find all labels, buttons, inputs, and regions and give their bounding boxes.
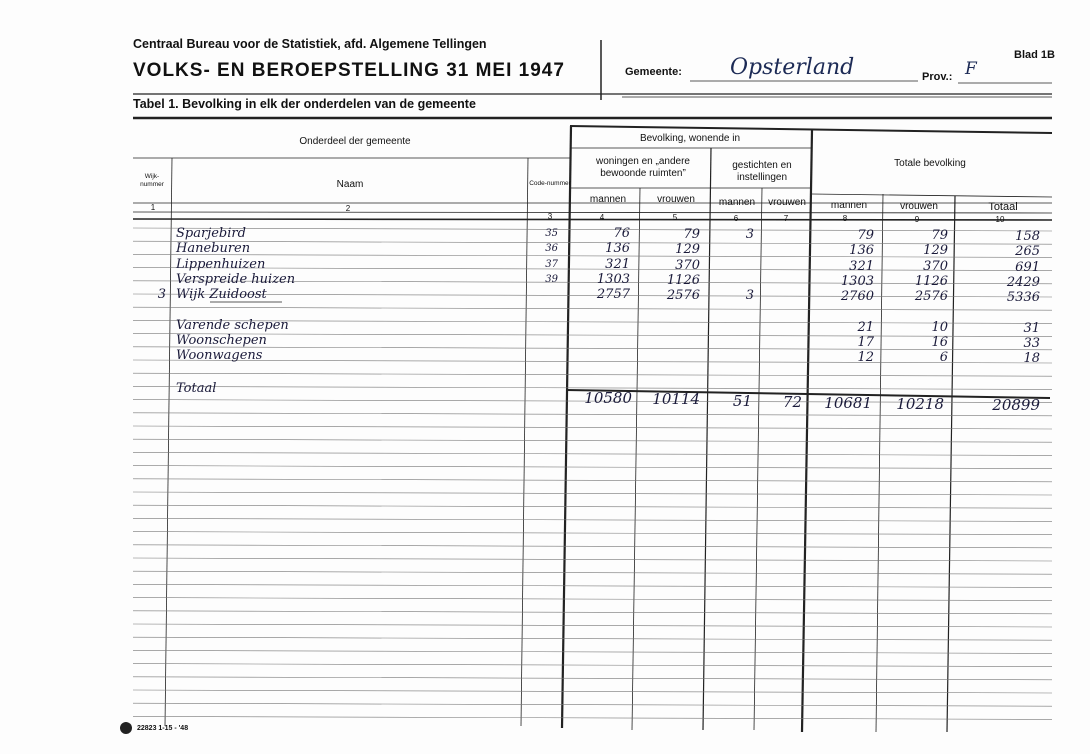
cell-t_t: 158 bbox=[1015, 229, 1040, 244]
code-header: Code-nummer bbox=[529, 180, 571, 187]
ruled-line bbox=[133, 307, 1052, 310]
woningen-header: woningen en „andere bewoonde ruimten” bbox=[596, 156, 690, 179]
ruled-line bbox=[133, 624, 1052, 627]
cell-t_v: 2576 bbox=[914, 289, 948, 305]
colnum-5: 5 bbox=[672, 213, 678, 222]
vrouwen-header-3: vrouwen bbox=[900, 201, 938, 212]
totaal-t-totaal: 20899 bbox=[992, 396, 1040, 414]
colnum-6: 6 bbox=[733, 214, 739, 223]
ruled-line bbox=[133, 637, 1052, 640]
cell-t_v: 1126 bbox=[914, 273, 948, 289]
bureau-name: Centraal Bureau voor de Statistiek, afd. Algemene Tellingen bbox=[133, 37, 487, 51]
cell-w_m: 321 bbox=[605, 256, 630, 272]
cell-w_v: 79 bbox=[683, 227, 700, 242]
ruled-line bbox=[133, 492, 1052, 495]
cell-t_t: 33 bbox=[1023, 336, 1040, 352]
cell-t_t: 691 bbox=[1015, 259, 1040, 275]
colnum-1: 1 bbox=[150, 203, 156, 212]
colnum-4: 4 bbox=[599, 213, 605, 222]
cell-code: 36 bbox=[545, 243, 558, 255]
prov-label: Prov.: bbox=[922, 71, 953, 83]
cell-naam: Woonschepen bbox=[176, 333, 267, 349]
vrouwen-header-1: vrouwen bbox=[657, 194, 695, 205]
totaal-t-mannen: 10681 bbox=[824, 394, 872, 412]
onderdeel-header: Onderdeel der gemeente bbox=[299, 136, 411, 147]
ruled-line bbox=[133, 452, 1052, 455]
cell-naam: Woonwagens bbox=[176, 348, 263, 364]
ruled-line bbox=[133, 690, 1052, 693]
colnum-7: 7 bbox=[783, 214, 789, 223]
cell-w_m: 76 bbox=[613, 226, 630, 241]
form-title: VOLKS- EN BEROEPSTELLING 31 MEI 1947 bbox=[133, 60, 565, 81]
cell-naam: Varende schepen bbox=[176, 317, 289, 333]
table-title: Tabel 1. Bevolking in elk der onderdelen van de gemeente bbox=[133, 97, 476, 111]
ruled-line bbox=[133, 466, 1052, 469]
ruled-line bbox=[133, 598, 1052, 601]
mannen-header-2: mannen bbox=[718, 197, 756, 208]
ruled-line bbox=[133, 373, 1052, 376]
ruled-line bbox=[133, 611, 1052, 614]
gestichten-header: gestichten en instellingen bbox=[732, 160, 792, 183]
cell-t_t: 5336 bbox=[1006, 290, 1040, 306]
cell-code: 35 bbox=[545, 228, 558, 239]
colnum-2: 2 bbox=[345, 204, 351, 213]
cell-g_m: 3 bbox=[745, 288, 754, 304]
cell-w_m: 1303 bbox=[596, 271, 630, 287]
cell-naam: Haneburen bbox=[176, 241, 251, 257]
ruled-line bbox=[133, 664, 1052, 667]
cell-w_v: 370 bbox=[675, 257, 700, 273]
cell-t_m: 2760 bbox=[840, 289, 874, 305]
cell-t_m: 136 bbox=[849, 243, 874, 259]
totale-header: Totale bevolking bbox=[894, 158, 966, 169]
cell-t_t: 2429 bbox=[1006, 274, 1040, 290]
cell-g_m: 3 bbox=[745, 227, 754, 242]
totaal-g-vrouwen: 72 bbox=[782, 393, 802, 411]
colnum-3: 3 bbox=[547, 212, 553, 221]
cell-w_m: 136 bbox=[605, 241, 630, 257]
page-number: Blad 1B bbox=[1014, 49, 1055, 61]
ruled-line bbox=[133, 426, 1052, 429]
cell-wijk: 3 bbox=[157, 287, 166, 303]
mannen-header-3: mannen bbox=[830, 200, 868, 211]
totaal-w-vrouwen: 10114 bbox=[652, 390, 700, 408]
cell-t_v: 16 bbox=[931, 335, 948, 351]
ruled-line bbox=[133, 545, 1052, 548]
cell-t_m: 12 bbox=[857, 350, 874, 366]
cell-t_v: 10 bbox=[931, 319, 948, 335]
naam-header: Naam bbox=[336, 179, 364, 190]
ruled-line bbox=[133, 439, 1052, 442]
ruled-line bbox=[133, 413, 1052, 416]
cell-naam: Sparjebird bbox=[176, 226, 246, 241]
cell-t_v: 6 bbox=[939, 350, 948, 366]
ruled-line bbox=[133, 532, 1052, 535]
totaal-label: Totaal bbox=[176, 381, 217, 396]
ruled-line bbox=[133, 505, 1052, 508]
ruled-line bbox=[133, 703, 1052, 706]
cell-naam: Verspreide huizen bbox=[176, 271, 296, 287]
ruled-line bbox=[133, 584, 1052, 587]
ruled-line bbox=[133, 677, 1052, 680]
cell-code: 39 bbox=[545, 273, 558, 285]
cell-t_m: 79 bbox=[857, 228, 874, 243]
ruled-line bbox=[133, 571, 1052, 574]
cell-t_v: 79 bbox=[931, 228, 948, 243]
cell-code: 37 bbox=[545, 258, 558, 270]
form-code: 22823 1-15 - '48 bbox=[137, 725, 189, 732]
cell-t_m: 21 bbox=[857, 319, 874, 335]
wijk-header: Wijk-nummer bbox=[140, 173, 164, 188]
prov-value: F bbox=[965, 59, 977, 79]
ruled-line bbox=[133, 518, 1052, 521]
colnum-8: 8 bbox=[842, 214, 848, 223]
vrouwen-header-2: vrouwen bbox=[768, 197, 806, 208]
cell-t_t: 31 bbox=[1023, 320, 1040, 336]
cell-t_t: 18 bbox=[1023, 351, 1040, 367]
cell-naam: Lippenhuizen bbox=[176, 256, 266, 272]
bevolking-header: Bevolking, wonende in bbox=[639, 133, 741, 144]
ruled-line bbox=[133, 650, 1052, 653]
totaal-g-mannen: 51 bbox=[732, 392, 752, 410]
gemeente-label: Gemeente: bbox=[625, 66, 682, 78]
cell-t_m: 1303 bbox=[840, 273, 874, 289]
cell-w_v: 2576 bbox=[666, 288, 700, 304]
totaal-t-vrouwen: 10218 bbox=[896, 395, 944, 413]
ruled-line bbox=[133, 716, 1052, 719]
colnum-10: 10 bbox=[995, 215, 1005, 224]
colnum-9: 9 bbox=[914, 215, 920, 224]
cell-t_t: 265 bbox=[1015, 244, 1040, 260]
cell-naam: Wijk Zuidoost bbox=[176, 287, 267, 303]
cell-t_v: 129 bbox=[923, 243, 948, 259]
mannen-header-1: mannen bbox=[589, 194, 627, 205]
ruled-line bbox=[133, 479, 1052, 482]
totaal-w-mannen: 10580 bbox=[584, 389, 632, 407]
cell-w_m: 2757 bbox=[596, 287, 630, 303]
gemeente-value: Opsterland bbox=[730, 55, 855, 80]
cell-w_v: 129 bbox=[675, 242, 700, 258]
cbs-logo-icon bbox=[120, 722, 132, 734]
cell-t_v: 370 bbox=[923, 258, 948, 274]
cell-t_m: 321 bbox=[849, 258, 874, 274]
cell-w_v: 1126 bbox=[666, 272, 700, 288]
cell-t_m: 17 bbox=[857, 335, 874, 351]
totaal-header: Totaal bbox=[988, 201, 1018, 213]
ruled-line bbox=[133, 558, 1052, 561]
